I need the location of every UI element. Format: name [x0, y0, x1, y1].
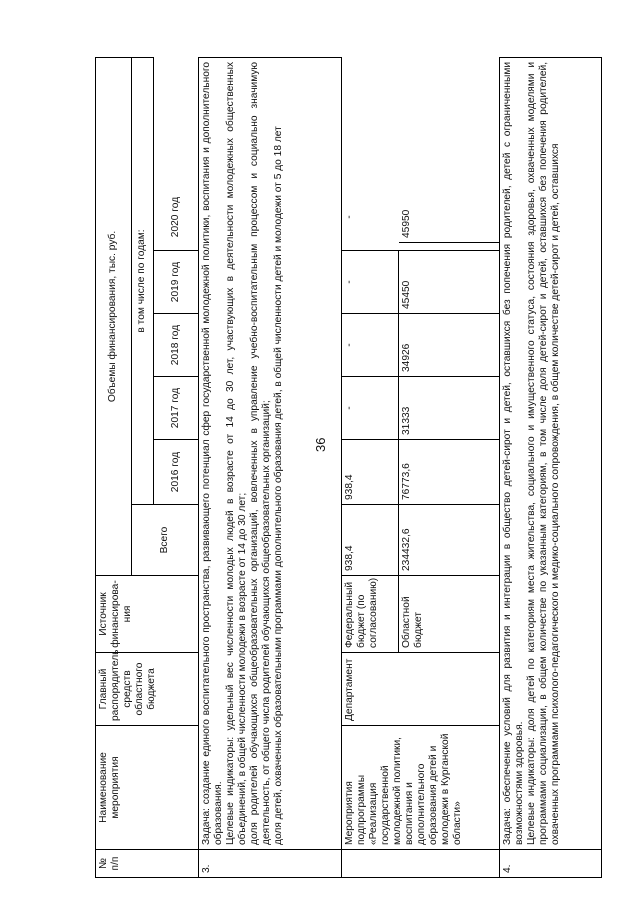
- total-regional: 234432,6: [399, 505, 500, 576]
- y2020-federal: -: [342, 184, 398, 251]
- task-3-text: [199, 57, 342, 849]
- activity-manager: Департамент: [342, 653, 500, 726]
- y2019-2020-regional: [399, 209, 500, 314]
- activity-name: Мероприятия подпрограммы «Реализация государственной молодежной политики, воспитания и дополнительного образования детей и молодежи в Курганской области»: [342, 726, 500, 850]
- y2019-regional: 45450: [401, 280, 412, 309]
- task-row-3: [199, 57, 342, 877]
- task-4-indicator: Целевые индикаторы: доля детей по категориям места жительства, социального и имущественного статуса, состояния здоровья, охваченных моделями и программами социализации, в общем количестве по указанным категориям, в том числе доля детей-сирот и детей, оставшихся без попечения родителей, охваченных программами психолого-педагогического и медико-социального сопровождения, в общем количестве детей-сирот и детей, оставшихся: [526, 61, 562, 845]
- total-federal: 938,4: [342, 505, 399, 576]
- task-3-goal: Задача: создание единого воспитательного пространства, развивающего потенциал сфер государственной молодежной политики, воспитания и дополнительного образования.: [201, 61, 225, 845]
- header-name: Наименование мероприятия: [96, 726, 199, 850]
- header-row: [96, 57, 132, 877]
- header-year-2017: 2017 год: [154, 377, 199, 440]
- header-year-2019: 2019 год: [169, 261, 181, 303]
- y2018-federal: -: [342, 314, 399, 377]
- y2018-regional: 34926: [399, 314, 500, 377]
- header-year-2019-2020: [154, 196, 199, 314]
- y2020-regional: 45950: [399, 168, 499, 243]
- y2016-federal: 938,4: [342, 440, 399, 505]
- header-year-2016: 2016 год: [154, 440, 199, 505]
- page-number: 36: [313, 437, 328, 452]
- header-source: Источник финансирова-ния: [96, 576, 199, 653]
- activity-num-empty: [342, 850, 500, 878]
- financing-table: [95, 57, 602, 878]
- task-4-goal: Задача: обеспечение условий для развития и интеграции в общество детей-сирот и детей, оставшихся без попечения родителей, детей с ограниченными возможностями здоровья.: [502, 61, 526, 845]
- source-regional: Областной бюджет: [399, 576, 500, 653]
- header-year-2018: 2018 год: [154, 314, 199, 377]
- y2019-federal: -: [344, 280, 355, 284]
- header-years-group: в том числе по годам:: [132, 57, 154, 504]
- activity-row-federal: [342, 57, 399, 877]
- y2017-regional: 31333: [399, 377, 500, 440]
- row-num-3: 3.: [199, 850, 342, 878]
- y2016-regional: 76773,6: [399, 440, 500, 505]
- task-3-indicator-2: доля родителей обучающихся общеобразовательных организаций, вовлеченных в управление учебно-воспитательным процессом и социально значимую деятельность, от общего числа родителей обучающихся общеобразовательных организаций;: [249, 61, 273, 845]
- y2019-2020-federal: [342, 215, 399, 314]
- header-volume: Объемы финансирования, тыс. руб.: [96, 57, 132, 575]
- source-federal: Федеральный бюджет (по согласованию): [342, 576, 399, 653]
- task-row-4: [500, 57, 602, 877]
- header-total: Всего: [132, 505, 199, 576]
- row-num-4: 4.: [500, 850, 602, 878]
- task-3-indicator-3: доля детей, охваченных образовательными программами дополнительного образования детей, в общей численности детей и молодежи от 5 до 18 лет: [273, 126, 285, 845]
- rotated-table-page: [95, 58, 609, 878]
- header-year-2020: 2020 год: [154, 184, 198, 251]
- task-3-indicator-1: Целевые индикаторы: удельный вес численности молодых людей в возрасте от 14 до 30 лет, участвующих в деятельности молодежных общественных объединений, в общей численности молодежи в возрасте от 14 до 30 лет;: [225, 61, 249, 845]
- header-manager: Главный распорядитель средств областного бюджета: [96, 653, 199, 726]
- task-4-text: [500, 57, 602, 849]
- header-num: № п/п: [96, 850, 199, 878]
- y2017-federal: -: [342, 377, 399, 440]
